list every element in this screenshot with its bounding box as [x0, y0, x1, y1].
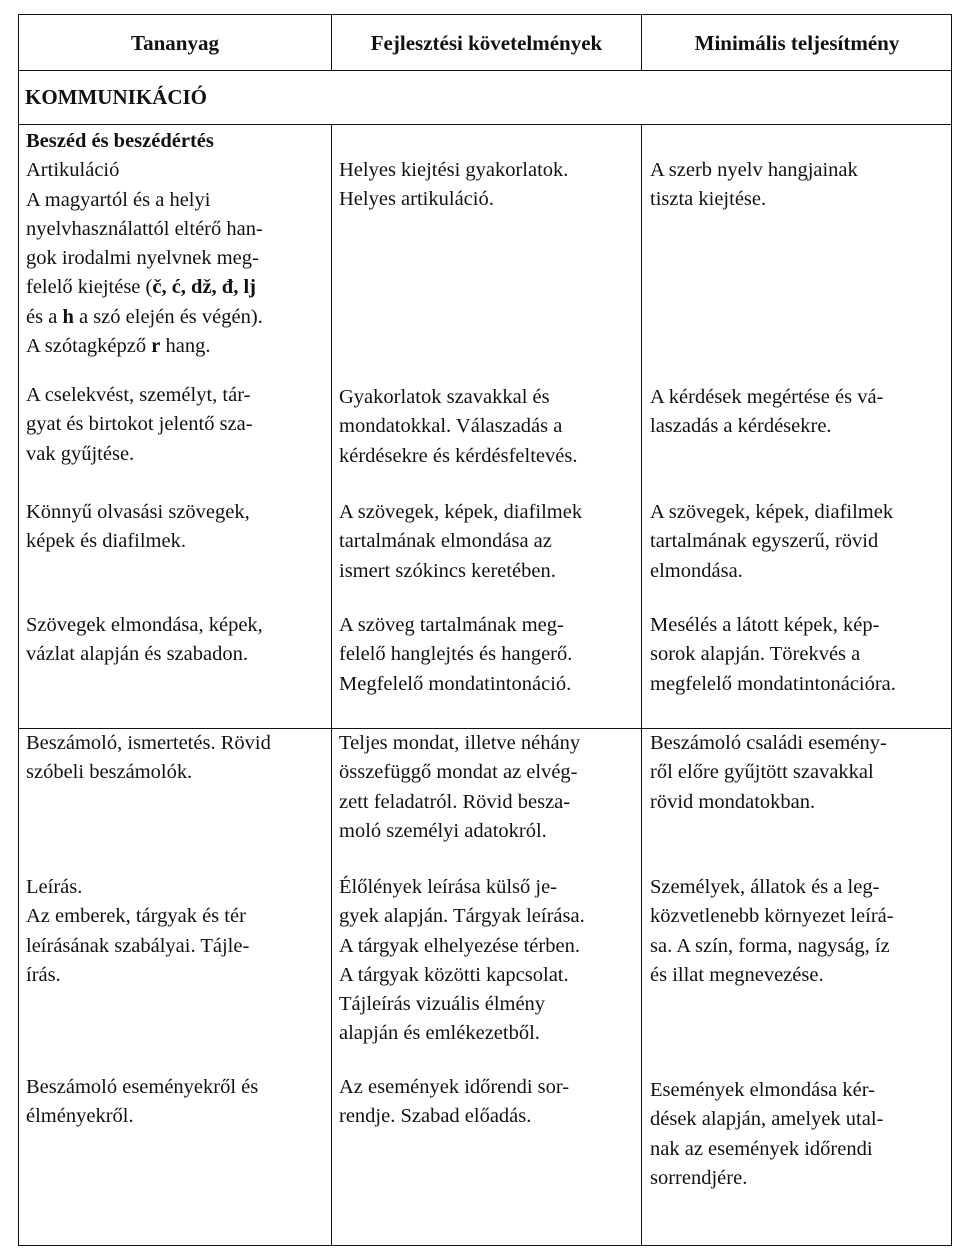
cell-line: Helyes artikuláció.: [339, 188, 494, 211]
cell-line: A szerb nyelv hangjainak: [650, 159, 858, 181]
cell-line: ismert szókincs keretében.: [339, 559, 556, 582]
cell-line: tartalmának egyszerű, rövid: [650, 530, 879, 553]
cell-line: leírásának szabályai. Tájle-: [26, 934, 250, 957]
cell-line: Beszámoló családi esemény-: [650, 732, 887, 754]
row-1-tananyag: [26, 127, 326, 361]
column-header-minimalis: Minimális teljesítmény: [694, 30, 900, 55]
cell-line: Személyek, állatok és a leg-: [650, 876, 880, 898]
cell-line: sorrendjére.: [650, 1166, 748, 1189]
cell-line: ről előre gyűjtött szavakkal: [650, 761, 874, 784]
cell-line: képek és diafilmek.: [26, 530, 186, 553]
cell-line: Teljes mondat, illetve néhány: [339, 732, 581, 754]
row-4-tananyag: [26, 611, 326, 670]
row-5-fejlesztesi: [339, 729, 639, 846]
cell-line: közvetlenebb környezet leírá-: [650, 905, 894, 928]
row-5-minimalis: [650, 729, 950, 817]
cell-line: A szövegek, képek, diafilmek: [339, 501, 583, 523]
cell-line: gyat és birtokot jelentő sza-: [26, 413, 253, 436]
cell-line: A magyartól és a helyi: [26, 188, 211, 211]
cell-line: A tárgyak közötti kapcsolat.: [339, 963, 569, 986]
cell-line: Élőlények leírása külső je-: [339, 876, 558, 898]
cell-line: A szöveg tartalmának meg-: [339, 614, 564, 636]
cell-line: tartalmának elmondása az: [339, 530, 552, 553]
cell-line: nak az események időrendi: [650, 1137, 873, 1160]
row-2-fejlesztesi: [339, 383, 639, 471]
cell-line: Leírás.: [26, 876, 83, 898]
cell-line: kérdésekre és kérdésfeltevés.: [339, 444, 578, 467]
cell-line: A kérdések megértése és vá-: [650, 386, 884, 408]
cell-line: vak gyűjtése.: [26, 442, 135, 465]
cell-line: rövid mondatokban.: [650, 790, 816, 813]
cell-line: tiszta kiejtése.: [650, 188, 767, 211]
column-divider: [331, 125, 332, 1245]
cell-line: moló személyi adatokról.: [339, 819, 547, 842]
cell-line: és a h a szó elején és végén).: [26, 305, 263, 328]
row-1-fejlesztesi: [339, 156, 639, 215]
cell-line: A cselekvést, személyt, tár-: [26, 384, 251, 406]
cell-line: felelő kiejtése (č, ć, dž, đ, lj: [26, 276, 256, 299]
cell-line: Beszámoló eseményekről és: [26, 1076, 259, 1098]
cell-line: gyek alapján. Tárgyak leírása.: [339, 905, 585, 928]
row-2-minimalis: [650, 383, 950, 442]
column-divider: [641, 125, 642, 1245]
cell-line: Szövegek elmondása, képek,: [26, 614, 263, 636]
row-2-tananyag: [26, 381, 326, 469]
cell-line: nyelvhasználattól eltérő han-: [26, 217, 263, 240]
row-3-minimalis: [650, 498, 950, 586]
cell-line: Megfelelő mondatintonáció.: [339, 672, 572, 695]
cell-line: Könnyű olvasási szövegek,: [26, 501, 250, 523]
cell-line: Tájleírás vizuális élmény: [339, 993, 546, 1016]
row-6-tananyag: [26, 873, 326, 990]
cell-line: A tárgyak elhelyezése térben.: [339, 934, 580, 957]
curriculum-table: [18, 14, 952, 1246]
row-1-minimalis: [650, 156, 950, 215]
cell-line: elmondása.: [650, 559, 743, 582]
row-4-fejlesztesi: [339, 611, 639, 699]
subsection-title: Beszéd és beszédértés: [26, 130, 214, 152]
cell-line: megfelelő mondatintonációra.: [650, 672, 896, 695]
row-3-tananyag: [26, 498, 326, 557]
row-6-minimalis: [650, 873, 950, 990]
cell-line: írás.: [26, 963, 61, 986]
cell-line: szóbeli beszámolók.: [26, 761, 193, 784]
row-7-minimalis: [650, 1076, 950, 1193]
row-7-fejlesztesi: [339, 1073, 639, 1132]
cell-line: összefüggő mondat az elvég-: [339, 761, 578, 784]
row-4-minimalis: [650, 611, 950, 699]
cell-line: dések alapján, amelyek utal-: [650, 1108, 884, 1131]
cell-line: Események elmondása kér-: [650, 1079, 875, 1101]
cell-line: sa. A szín, forma, nagyság, íz: [650, 934, 890, 957]
cell-line: A szótagképző r hang.: [26, 335, 211, 358]
row-7-tananyag: [26, 1073, 326, 1132]
cell-line: mondatokkal. Válaszadás a: [339, 415, 563, 438]
cell-line: Beszámoló, ismertetés. Rövid: [26, 732, 271, 754]
cell-line: Mesélés a látott képek, kép-: [650, 614, 880, 636]
row-3-fejlesztesi: [339, 498, 639, 586]
cell-line: alapján és emlékezetből.: [339, 1022, 540, 1045]
cell-line: felelő hanglejtés és hangerő.: [339, 643, 573, 666]
cell-line: sorok alapján. Törekvés a: [650, 643, 861, 666]
cell-line: zett feladatról. Rövid besza-: [339, 790, 571, 813]
cell-line: A szövegek, képek, diafilmek: [650, 501, 894, 523]
cell-line: vázlat alapján és szabadon.: [26, 643, 248, 666]
cell-line: Az események időrendi sor-: [339, 1076, 570, 1098]
cell-line: Helyes kiejtési gyakorlatok.: [339, 159, 569, 181]
cell-line: élményekről.: [26, 1105, 134, 1128]
column-header-tananyag: Tananyag: [131, 30, 219, 55]
cell-line: és illat megnevezése.: [650, 963, 824, 986]
cell-line: laszadás a kérdésekre.: [650, 415, 832, 438]
cell-line: Gyakorlatok szavakkal és: [339, 386, 550, 408]
row-6-fejlesztesi: [339, 873, 639, 1049]
cell-line: Az emberek, tárgyak és tér: [26, 905, 246, 928]
row-divider: [19, 124, 951, 125]
cell-line: gok irodalmi nyelvnek meg-: [26, 247, 259, 270]
row-5-tananyag: [26, 729, 326, 788]
column-header-fejlesztesi: Fejlesztési követelmények: [370, 30, 603, 55]
cell-line: rendje. Szabad előadás.: [339, 1105, 532, 1128]
section-title: KOMMUNIKÁCIÓ: [25, 85, 207, 109]
cell-line: Artikuláció: [26, 159, 120, 182]
